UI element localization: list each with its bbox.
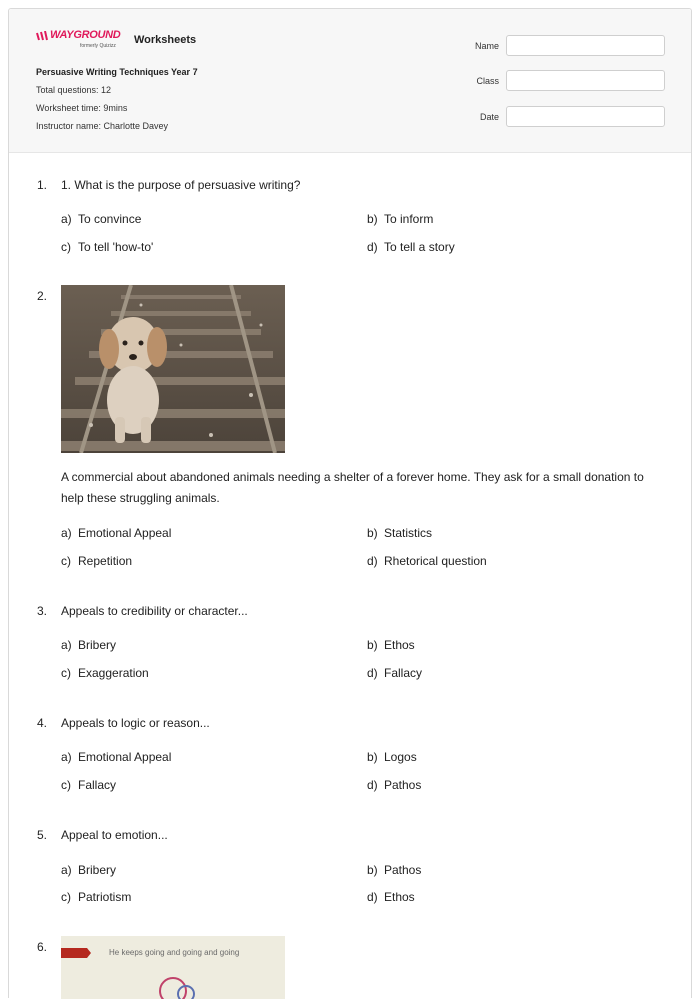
brand-tagline: formerly Quizizz bbox=[80, 43, 116, 49]
question-text: Appeals to logic or reason... bbox=[61, 716, 210, 730]
option-b[interactable]: b) Ethos bbox=[367, 638, 415, 652]
question-text: Appeals to credibility or character... bbox=[61, 604, 248, 618]
option-b[interactable]: b) Pathos bbox=[367, 863, 422, 877]
option-d[interactable]: d) Rhetorical question bbox=[367, 554, 487, 568]
option-c[interactable]: c) Exaggeration bbox=[61, 666, 149, 680]
question-number: 2. bbox=[37, 289, 48, 303]
question-number: 5. bbox=[37, 828, 48, 842]
dog-on-railway-image bbox=[61, 285, 285, 453]
class-field[interactable] bbox=[506, 70, 665, 91]
total-questions: Total questions: 12 bbox=[36, 85, 112, 95]
question-number: 4. bbox=[37, 716, 48, 730]
option-a[interactable]: a) Bribery bbox=[61, 638, 117, 652]
option-d[interactable]: d) Fallacy bbox=[367, 666, 423, 680]
class-label: Class bbox=[476, 76, 499, 86]
option-c[interactable]: c) To tell 'how-to' bbox=[61, 240, 154, 254]
option-a[interactable]: a) Emotional Appeal bbox=[61, 750, 172, 764]
worksheet-header bbox=[9, 9, 691, 153]
question-text: Appeal to emotion... bbox=[61, 828, 168, 842]
date-field[interactable] bbox=[506, 106, 665, 127]
option-d[interactable]: d) To tell a story bbox=[367, 240, 455, 254]
question-text: 1. What is the purpose of persuasive writing? bbox=[61, 178, 301, 192]
option-b[interactable]: b) Logos bbox=[367, 750, 417, 764]
option-b[interactable]: b) To inform bbox=[367, 212, 434, 226]
brand-name: WAYGROUND bbox=[50, 29, 121, 41]
option-a[interactable]: a) To convince bbox=[61, 212, 142, 226]
option-b[interactable]: b) Statistics bbox=[367, 526, 433, 540]
option-a[interactable]: a) Bribery bbox=[61, 863, 117, 877]
wayground-mark-icon bbox=[36, 31, 50, 41]
option-c[interactable]: c) Repetition bbox=[61, 554, 133, 568]
option-c[interactable]: c) Patriotism bbox=[61, 890, 132, 904]
wayground-logo bbox=[36, 29, 128, 53]
option-a[interactable]: a) Emotional Appeal bbox=[61, 526, 172, 540]
worksheet-time: Worksheet time: 9mins bbox=[36, 103, 128, 113]
worksheet-title: Persuasive Writing Techniques Year 7 bbox=[36, 67, 198, 77]
question-number: 3. bbox=[37, 604, 48, 618]
name-label: Name bbox=[474, 41, 499, 51]
section-label: Worksheets bbox=[134, 34, 197, 46]
worksheet-page bbox=[8, 8, 692, 998]
image-caption: He keeps going and going and going bbox=[109, 948, 240, 957]
question-number: 1. bbox=[37, 178, 48, 192]
question-number: 6. bbox=[37, 940, 48, 954]
option-d[interactable]: d) Ethos bbox=[367, 890, 415, 904]
name-field[interactable] bbox=[506, 35, 665, 56]
question-text: A commercial about abandoned animals needing a shelter of a forever home. They ask for a small donation to help these struggling animals. bbox=[61, 470, 644, 505]
option-d[interactable]: d) Pathos bbox=[367, 778, 422, 792]
date-label: Date bbox=[479, 112, 499, 122]
instructor-name: Instructor name: Charlotte Davey bbox=[36, 121, 169, 131]
option-c[interactable]: c) Fallacy bbox=[61, 778, 117, 792]
